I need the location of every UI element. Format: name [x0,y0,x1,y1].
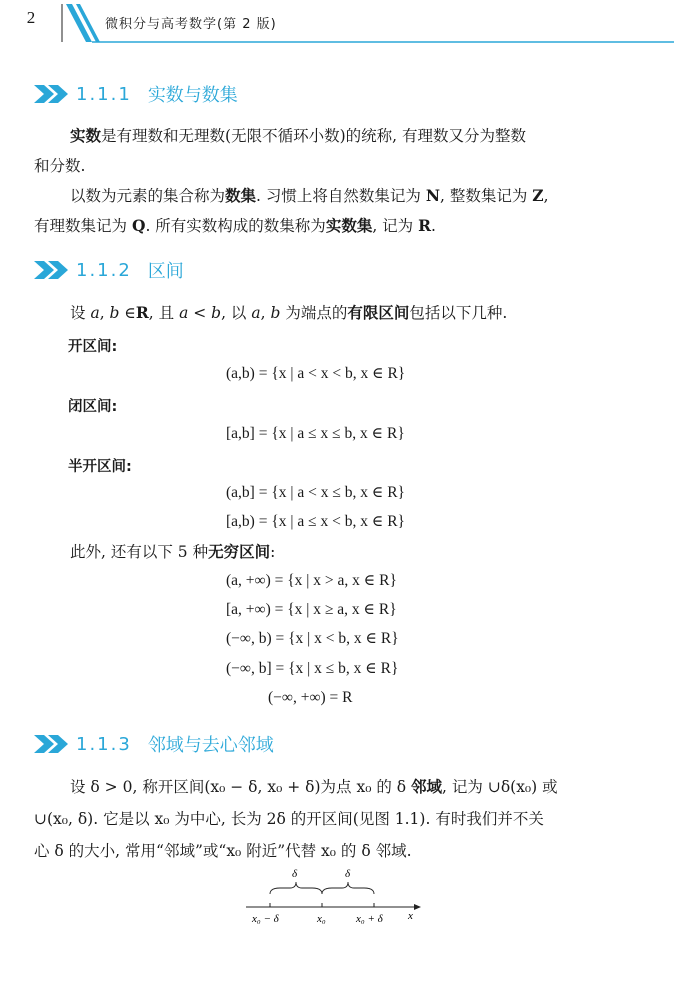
paragraph-line: 设 δ > 0, 称开区间(x₀ − δ, x₀ + δ)为点 x₀ 的 δ 邻域, 记为 ∪δ(x₀) 或 [70,777,558,796]
formula-closed: [a,b] = {x | a ≤ x ≤ b, x ∈ R} [226,425,405,442]
brace-right [322,882,374,894]
paragraph-line: 实数是有理数和无理数(无限不循环小数)的统称, 有理数又分为整数 [70,126,526,145]
section-heading-1-1-3 [34,731,274,757]
tick-label-right: x₀ + δ [356,913,383,925]
half-open-interval-label: 半开区间: [68,459,132,475]
paragraph-line: 设 a, b ∈R, 且 a < b, 以 a, b 为端点的有限区间包括以下几种. [70,303,508,322]
section-heading-1-1-1 [34,81,238,107]
formula-half-open-1: (a,b] = {x | a < x ≤ b, x ∈ R} [226,484,405,501]
page-header [0,0,674,46]
delta-label-right: δ [345,868,351,880]
formula-infinite-3: (−∞, b) = {x | x < b, x ∈ R} [226,630,399,647]
section-number: 1.1.1 [76,83,132,105]
section-number: 1.1.3 [76,733,132,755]
page-number: 2 [26,8,36,27]
brace-left [270,882,322,894]
delta-label-left: δ [292,868,298,880]
header-decoration [0,0,674,46]
double-chevron-icon [34,83,70,105]
section-title: 区间 [147,261,184,282]
neighborhood-figure [244,866,424,926]
tick-label-center: x₀ [317,913,326,925]
paragraph-line: ∪(x₀, δ). 它是以 x₀ 为中心, 长为 2δ 的开区间(见图 1.1). 有时我们并不关 [34,810,544,828]
formula-half-open-2: [a,b) = {x | a ≤ x < b, x ∈ R} [226,513,405,530]
formula-infinite-2: [a, +∞) = {x | x ≥ a, x ∈ R} [226,601,397,618]
double-chevron-icon [34,733,70,755]
axis-label: x [408,910,413,922]
section-title: 实数与数集 [147,85,238,106]
paragraph-line: 以数为元素的集合称为数集. 习惯上将自然数集记为 N, 整数集记为 Z, [70,186,549,205]
formula-open: (a,b) = {x | a < x < b, x ∈ R} [226,365,406,382]
open-interval-label: 开区间: [68,339,118,355]
paragraph-line: 有理数集记为 Q. 所有实数构成的数集称为实数集, 记为 R. [34,216,436,235]
tick-label-left: x₀ − δ [252,913,279,925]
formula-infinite-1: (a, +∞) = {x | x > a, x ∈ R} [226,572,397,589]
axis-arrow-icon [414,904,421,910]
formula-infinite-4: (−∞, b] = {x | x ≤ b, x ∈ R} [226,660,399,677]
section-title: 邻域与去心邻域 [147,735,274,756]
paragraph-line: 和分数. [34,157,86,175]
section-number: 1.1.2 [76,259,132,281]
section-heading-1-1-2 [34,257,184,283]
formula-infinite-5: (−∞, +∞) = R [268,689,353,706]
paragraph-line: 此外, 还有以下 5 种无穷区间: [70,542,276,561]
closed-interval-label: 闭区间: [68,399,118,415]
paragraph-line: 心 δ 的大小, 常用“邻域”或“x₀ 附近”代替 x₀ 的 δ 邻域. [34,842,412,860]
double-chevron-icon [34,259,70,281]
running-title: 微积分与高考数学(第 2 版) [105,17,277,32]
